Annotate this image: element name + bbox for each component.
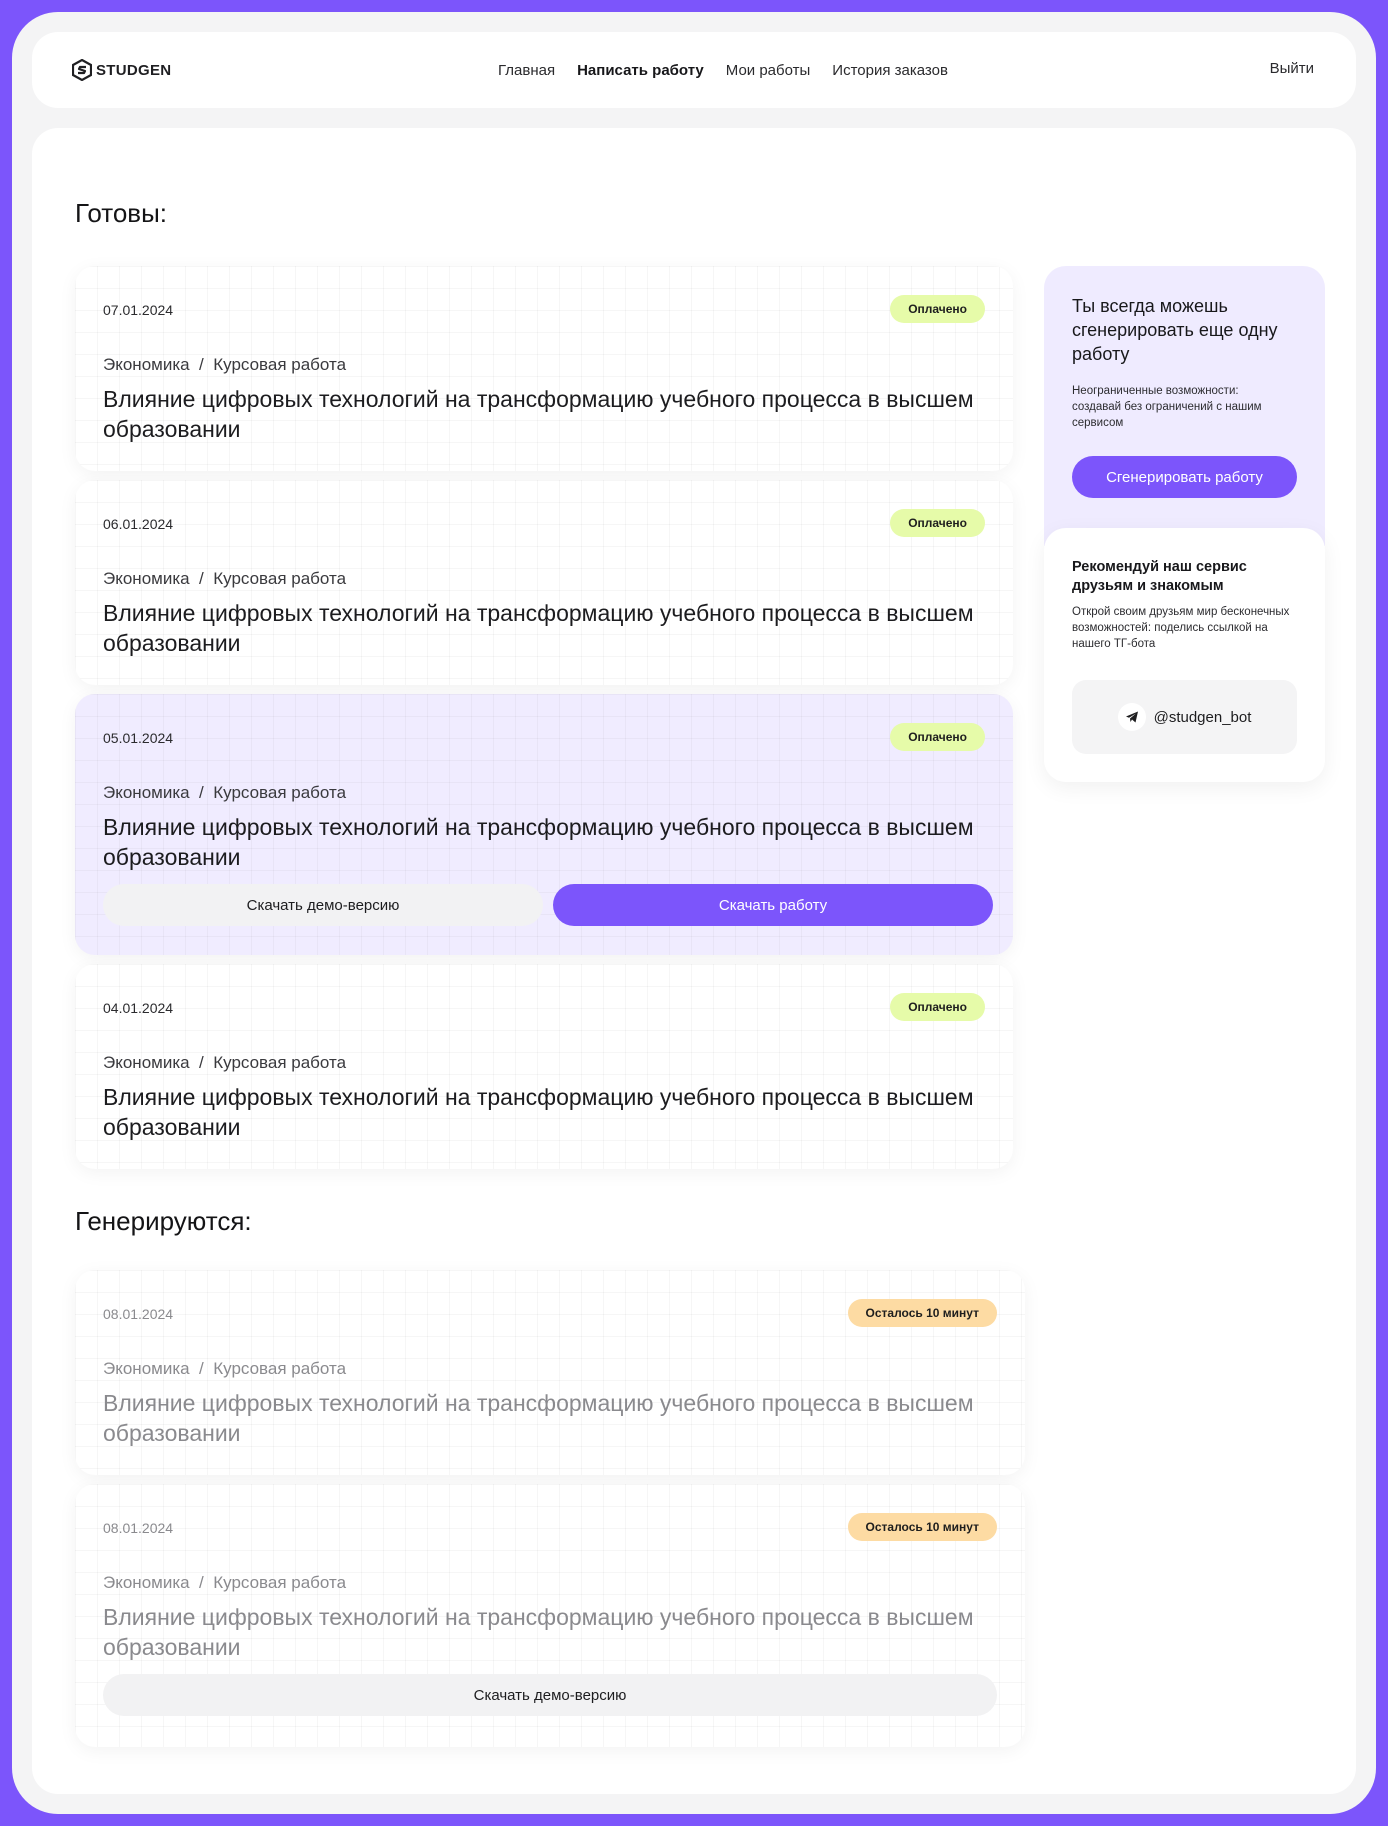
card-meta — [103, 355, 346, 375]
time-left-badge: Осталось 10 минут — [848, 1513, 997, 1541]
card-type: Курсовая работа — [213, 1359, 347, 1378]
card-meta — [103, 1359, 346, 1379]
work-card[interactable] — [75, 964, 1013, 1169]
card-meta — [103, 1573, 346, 1593]
meta-separator: / — [199, 1359, 204, 1378]
card-title: Влияние цифровых технологий на трансформацию учебного процесса в высшем образовании — [103, 600, 974, 656]
status-badge: Оплачено — [890, 509, 985, 537]
bot-handle: @studgen_bot — [1153, 708, 1252, 726]
work-card[interactable] — [75, 480, 1013, 685]
telegram-icon — [1118, 703, 1146, 731]
meta-separator: / — [199, 1573, 204, 1592]
card-date: 06.01.2024 — [103, 516, 174, 532]
card-date: 07.01.2024 — [103, 302, 174, 318]
generating-section-title: Генерируются: — [75, 1206, 252, 1236]
download-demo-button[interactable]: Скачать демо-версию — [103, 1674, 997, 1716]
top-header — [32, 32, 1356, 108]
card-date: 08.01.2024 — [103, 1306, 174, 1322]
card-title: Влияние цифровых технологий на трансформацию учебного процесса в высшем образовании — [103, 1390, 974, 1446]
card-title: Влияние цифровых технологий на трансформацию учебного процесса в высшем образовании — [103, 1604, 974, 1660]
card-type: Курсовая работа — [213, 1053, 347, 1072]
status-badge: Оплачено — [890, 723, 985, 751]
promo-text: Неограниченные возможности: создавай без ограничений с нашим сервисом — [1072, 385, 1262, 429]
generate-work-button[interactable]: Сгенерировать работу — [1072, 456, 1297, 498]
generating-card[interactable] — [75, 1484, 1025, 1747]
card-type: Курсовая работа — [213, 569, 347, 588]
meta-separator: / — [199, 783, 204, 802]
telegram-bot-link[interactable] — [1072, 680, 1297, 754]
referral-heading: Рекомендуй наш сервис друзьям и знакомым — [1072, 559, 1247, 594]
time-left-badge: Осталось 10 минут — [848, 1299, 997, 1327]
logo-text: STUDGEN — [96, 61, 172, 79]
logout-link[interactable]: Выйти — [1269, 60, 1314, 77]
nav-item-my-works[interactable]: Мои работы — [725, 61, 811, 79]
meta-separator: / — [199, 569, 204, 588]
main-nav — [498, 32, 948, 108]
nav-item-write-work[interactable]: Написать работу — [577, 61, 704, 79]
generating-card[interactable] — [75, 1270, 1025, 1475]
app-frame — [12, 12, 1376, 1814]
status-badge: Оплачено — [890, 295, 985, 323]
nav-item-order-history[interactable]: История заказов — [832, 61, 948, 79]
generate-promo-card — [1044, 266, 1325, 546]
card-date: 08.01.2024 — [103, 1520, 174, 1536]
referral-text: Открой своим друзьям мир бесконечных возможностей: поделись ссылкой на нашего ТГ-бота — [1072, 606, 1290, 650]
card-subject: Экономика — [103, 355, 190, 374]
main-content — [32, 128, 1356, 1794]
download-work-button[interactable]: Скачать работу — [553, 884, 993, 926]
card-subject: Экономика — [103, 1053, 190, 1072]
card-subject: Экономика — [103, 783, 190, 802]
card-type: Курсовая работа — [213, 783, 347, 802]
card-meta — [103, 783, 346, 803]
card-type: Курсовая работа — [213, 355, 347, 374]
referral-card — [1044, 528, 1325, 782]
studgen-logo-icon — [72, 59, 92, 81]
ready-section-title: Готовы: — [75, 198, 168, 228]
meta-separator: / — [199, 1053, 204, 1072]
work-card-selected[interactable] — [75, 694, 1013, 955]
meta-separator: / — [199, 355, 204, 374]
card-date: 04.01.2024 — [103, 1000, 174, 1016]
card-meta — [103, 569, 346, 589]
status-badge: Оплачено — [890, 993, 985, 1021]
card-title: Влияние цифровых технологий на трансформацию учебного процесса в высшем образовании — [103, 814, 974, 870]
card-title: Влияние цифровых технологий на трансформацию учебного процесса в высшем образовании — [103, 1084, 974, 1140]
card-subject: Экономика — [103, 569, 190, 588]
card-subject: Экономика — [103, 1359, 190, 1378]
card-title: Влияние цифровых технологий на трансформацию учебного процесса в высшем образовании — [103, 386, 974, 442]
download-demo-button[interactable]: Скачать демо-версию — [103, 884, 543, 926]
card-type: Курсовая работа — [213, 1573, 347, 1592]
nav-item-home[interactable]: Главная — [498, 61, 556, 79]
promo-heading: Ты всегда можешь сгенерировать еще одну работу — [1072, 296, 1278, 364]
work-card[interactable] — [75, 266, 1013, 471]
card-date: 05.01.2024 — [103, 730, 174, 746]
card-meta — [103, 1053, 346, 1073]
logo[interactable] — [72, 59, 171, 81]
card-subject: Экономика — [103, 1573, 190, 1592]
